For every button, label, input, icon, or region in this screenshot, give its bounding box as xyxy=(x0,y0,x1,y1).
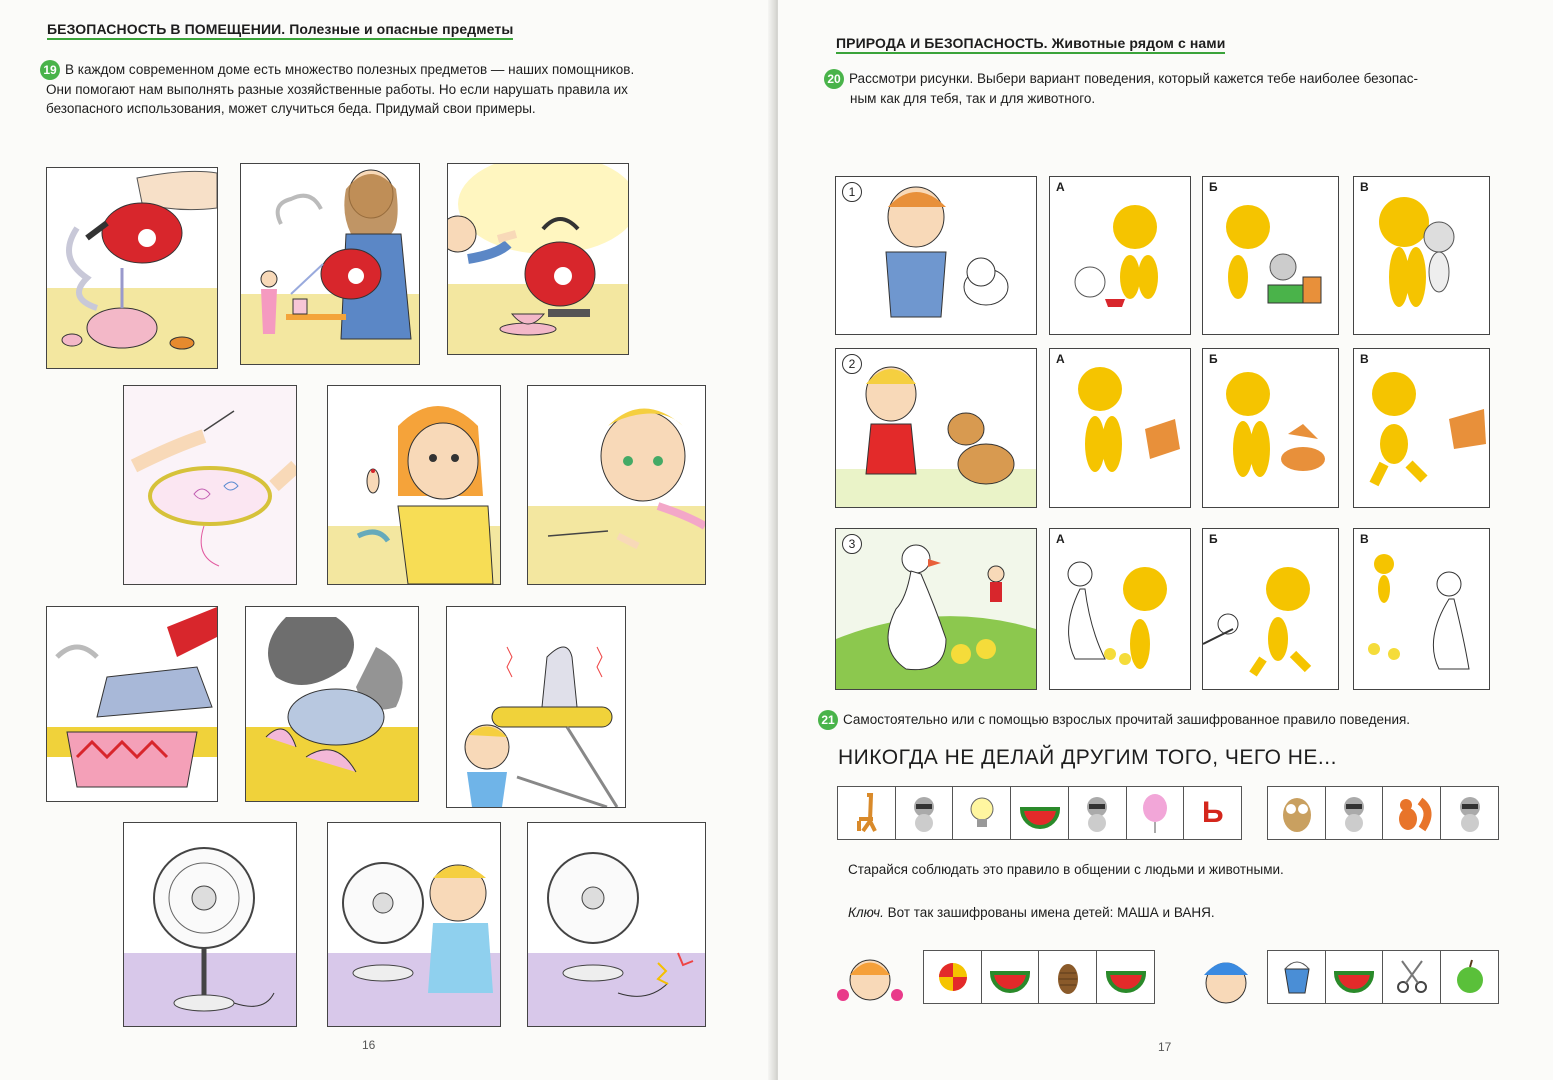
watermelon-icon xyxy=(1104,955,1148,999)
scene-3-number: 3 xyxy=(842,534,862,554)
task-21-number: 21 xyxy=(818,710,838,730)
watermelon-icon xyxy=(1332,955,1376,999)
cipher-cell xyxy=(1440,950,1499,1004)
cipher-row-2 xyxy=(1267,786,1498,840)
scene-3-goose xyxy=(835,528,1037,690)
girl-dog-illustration xyxy=(836,349,1036,507)
task-20 xyxy=(824,69,1514,108)
burning-iron-illustration xyxy=(246,607,418,801)
raccoon-icon xyxy=(1448,791,1492,835)
cipher-row-1 xyxy=(837,786,1241,840)
kettle-pouring-illustration xyxy=(47,168,217,368)
girl-kettle-illustration xyxy=(241,164,419,364)
giraffe-icon xyxy=(845,791,889,835)
option-2b-label: Б xyxy=(1209,352,1218,366)
right-page-number: 17 xyxy=(1158,1040,1172,1054)
task-21-text: Самостоятельно или с помощью взрослых прочитай зашифрованное правило поведения. xyxy=(843,712,1411,727)
hot-kettle-illustration xyxy=(448,164,628,354)
option-3b[interactable] xyxy=(1202,528,1339,690)
cipher-cell xyxy=(1068,786,1127,840)
girl-finger-illustration xyxy=(328,386,500,584)
scene-1-boy-cat xyxy=(835,176,1037,335)
panel-baby-iron xyxy=(446,606,626,808)
scene-1-number: 1 xyxy=(842,182,862,202)
watermelon-icon xyxy=(1018,791,1062,835)
left-page xyxy=(0,0,775,1080)
option-3a-illustration xyxy=(1050,529,1190,689)
cipher-cell xyxy=(837,786,896,840)
baby-fan-illustration xyxy=(328,823,500,1026)
right-title-bold: ПРИРОДА И БЕЗОПАСНОСТЬ. xyxy=(836,35,1048,51)
embroidery-illustration xyxy=(124,386,296,584)
option-1c-illustration xyxy=(1354,177,1489,334)
panel-girl-kettle xyxy=(240,163,420,365)
cipher-cell xyxy=(1010,786,1069,840)
option-3c[interactable] xyxy=(1353,528,1490,690)
option-3a[interactable] xyxy=(1049,528,1191,690)
option-2c-label: В xyxy=(1360,352,1369,366)
panel-baby-fan xyxy=(327,822,501,1027)
lightbulb-icon xyxy=(960,791,1004,835)
task-20-number: 20 xyxy=(824,69,844,89)
option-3b-illustration xyxy=(1203,529,1338,689)
panel-fan xyxy=(123,822,297,1027)
task-19-number: 19 xyxy=(40,60,60,80)
key-line xyxy=(848,905,1215,920)
key-text: Вот так зашифрованы имена детей: МАША и ВАНЯ. xyxy=(887,905,1215,920)
cipher-cell xyxy=(923,950,982,1004)
option-3c-label: В xyxy=(1360,532,1369,546)
cipher-cell xyxy=(895,786,954,840)
option-1a-label: А xyxy=(1056,180,1065,194)
soft-sign-letter: Ь xyxy=(1201,796,1224,829)
key-masha-row xyxy=(923,950,1154,1004)
option-2a[interactable] xyxy=(1049,348,1191,508)
task-21 xyxy=(818,710,1518,730)
sparking-fan-illustration xyxy=(528,823,705,1026)
panel-hot-kettle xyxy=(447,163,629,355)
key-label: Ключ. xyxy=(848,905,884,920)
girl-face-icon xyxy=(833,945,908,1015)
left-page-number: 16 xyxy=(362,1038,376,1052)
task-19-line-1: В каждом современном доме есть множество полезных предметов — наших помощников. xyxy=(65,62,635,77)
option-2b-illustration xyxy=(1203,349,1338,507)
goose-illustration xyxy=(836,529,1036,689)
raccoon-icon xyxy=(1332,791,1376,835)
cipher-cell xyxy=(1382,950,1441,1004)
bucket-icon xyxy=(1275,955,1319,999)
ironing-towel-illustration xyxy=(47,607,217,801)
option-1a-illustration xyxy=(1050,177,1190,334)
cipher-cell xyxy=(1267,950,1326,1004)
squirrel-icon xyxy=(1390,791,1434,835)
key-vanya-row xyxy=(1267,950,1498,1004)
left-title-bold: БЕЗОПАСНОСТЬ В ПОМЕЩЕНИИ. xyxy=(47,21,286,37)
right-title-sub: Животные рядом с нами xyxy=(1051,35,1226,51)
panel-burning-iron xyxy=(245,606,419,802)
right-page xyxy=(778,0,1553,1080)
cipher-cell xyxy=(1440,786,1499,840)
panel-sparking-fan xyxy=(527,822,706,1027)
raccoon-icon xyxy=(902,791,946,835)
ball-icon xyxy=(931,955,975,999)
rule-note: Старайся соблюдать это правило в общении с людьми и животными. xyxy=(848,862,1284,877)
option-2a-illustration xyxy=(1050,349,1190,507)
option-1b-label: Б xyxy=(1209,180,1218,194)
right-section-title xyxy=(836,35,1225,54)
option-3b-label: Б xyxy=(1209,532,1218,546)
watermelon-icon xyxy=(988,955,1032,999)
option-2a-label: А xyxy=(1056,352,1065,366)
left-title-sub: Полезные и опасные предметы xyxy=(289,21,514,37)
panel-ironing-towel xyxy=(46,606,218,802)
scissors-icon xyxy=(1390,955,1434,999)
cipher-cell xyxy=(1038,950,1097,1004)
cipher-cell xyxy=(1325,950,1384,1004)
baby-iron-illustration xyxy=(447,607,625,807)
scene-2-girl-dog xyxy=(835,348,1037,508)
task-19-line-3: безопасного использования, может случиться беда. Придумай свои примеры. xyxy=(46,101,536,117)
owl-icon xyxy=(1275,791,1319,835)
panel-kettle-pouring xyxy=(46,167,218,369)
cipher-cell xyxy=(1126,786,1185,840)
cipher-cell xyxy=(952,786,1011,840)
boy-face-icon xyxy=(1196,945,1256,1015)
option-1b[interactable] xyxy=(1202,176,1339,335)
option-3a-label: А xyxy=(1056,532,1065,546)
panel-girl-finger xyxy=(327,385,501,585)
cipher-cell xyxy=(1325,786,1384,840)
cipher-title: НИКОГДА НЕ ДЕЛАЙ ДРУГИМ ТОГО, ЧЕГО НЕ... xyxy=(838,746,1337,769)
task-20-line-1: Рассмотри рисунки. Выбери вариант поведения, который кажется тебе наиболее безопас- xyxy=(849,71,1418,86)
option-3c-illustration xyxy=(1354,529,1489,689)
task-19-line-2: Они помогают нам выполнять разные хозяйственные работы. Но если нарушать правила их xyxy=(46,82,628,98)
raccoon-icon xyxy=(1075,791,1119,835)
cipher-cell xyxy=(1096,950,1155,1004)
option-2c-illustration xyxy=(1354,349,1489,507)
cipher-cell xyxy=(1267,786,1326,840)
boy-cat-illustration xyxy=(836,177,1036,334)
option-1b-illustration xyxy=(1203,177,1338,334)
task-20-line-2: ным как для тебя, так и для животного. xyxy=(850,91,1096,107)
fan-illustration xyxy=(124,823,296,1026)
cipher-cell xyxy=(981,950,1040,1004)
boy-needle-illustration xyxy=(528,386,705,584)
option-2b[interactable] xyxy=(1202,348,1339,508)
option-1a[interactable] xyxy=(1049,176,1191,335)
option-1c[interactable] xyxy=(1353,176,1490,335)
left-section-title xyxy=(47,21,513,40)
option-1c-label: В xyxy=(1360,180,1369,194)
pinecone-icon xyxy=(1046,955,1090,999)
cipher-cell xyxy=(1183,786,1242,840)
option-2c[interactable] xyxy=(1353,348,1490,508)
panel-boy-needle xyxy=(527,385,706,585)
panel-embroidery xyxy=(123,385,297,585)
task-19 xyxy=(40,60,730,118)
cipher-cell xyxy=(1382,786,1441,840)
balloon-icon xyxy=(1133,791,1177,835)
apple-icon xyxy=(1448,955,1492,999)
scene-2-number: 2 xyxy=(842,354,862,374)
